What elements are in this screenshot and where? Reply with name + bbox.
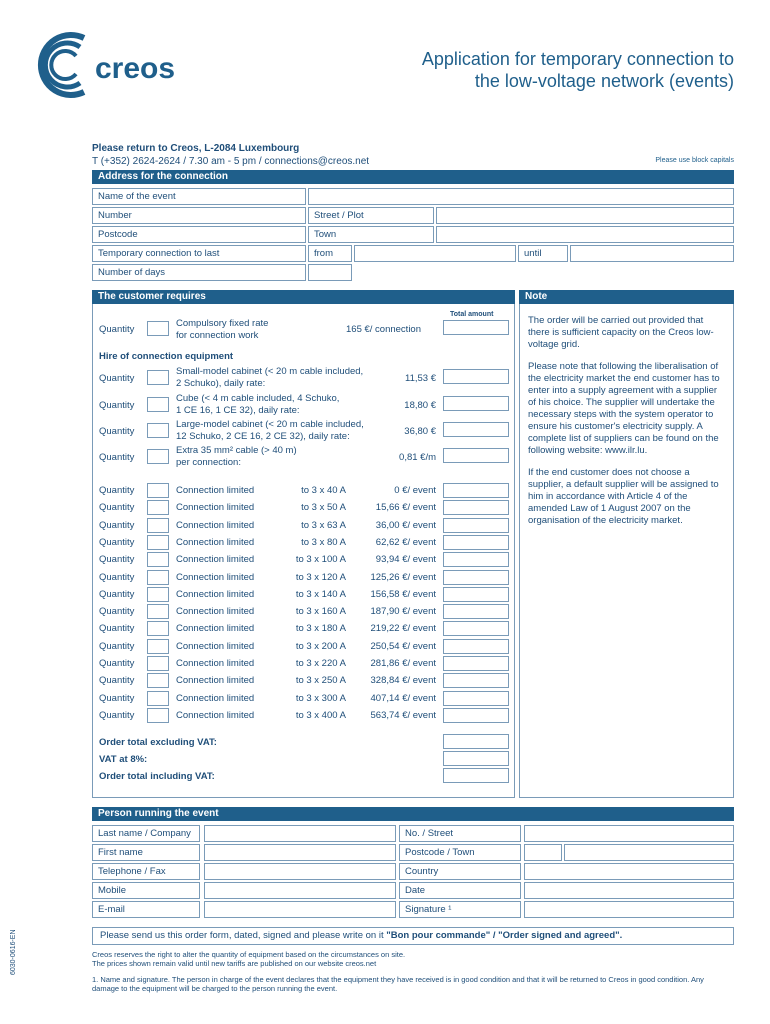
- connection-total-input[interactable]: [443, 639, 509, 654]
- street-label: Street / Plot: [308, 207, 434, 224]
- connection-size: to 3 x 400 A: [295, 709, 346, 721]
- no-street-label: No. / Street: [399, 825, 521, 842]
- connection-size: to 3 x 80 A: [301, 536, 346, 548]
- connection-total-input[interactable]: [443, 570, 509, 585]
- connection-quantity-input[interactable]: [147, 483, 169, 498]
- address-header: Address for the connection: [92, 170, 734, 184]
- telephone-input[interactable]: [204, 863, 396, 880]
- hire-item-line2: 2 Schuko), daily rate:: [176, 378, 266, 389]
- connection-label: Connection limited: [176, 502, 255, 514]
- connection-size: to 3 x 40 A: [301, 485, 346, 496]
- connection-size: to 3 x 300 A: [295, 692, 346, 704]
- connection-quantity-input[interactable]: [147, 639, 169, 654]
- fixed-quantity-input[interactable]: [147, 321, 169, 336]
- hire-quantity-input[interactable]: [147, 423, 169, 438]
- town-input[interactable]: [436, 226, 734, 243]
- connection-quantity-input[interactable]: [147, 691, 169, 706]
- customer-header: The customer requires: [92, 290, 515, 304]
- country-input[interactable]: [524, 863, 734, 880]
- connection-size: to 3 x 100 A: [295, 554, 346, 566]
- connection-quantity-input[interactable]: [147, 708, 169, 723]
- brand-name: creos: [95, 52, 176, 85]
- last-name-label: Last name / Company: [92, 825, 200, 842]
- fixed-total-input[interactable]: [443, 320, 509, 335]
- email-input[interactable]: [204, 901, 396, 918]
- connection-price: 156,58 €/ event: [370, 588, 436, 600]
- connection-size: to 3 x 250 A: [295, 675, 346, 687]
- hire-item-line1: Extra 35 mm² cable (> 40 m): [176, 445, 297, 456]
- hire-header: Hire of connection equipment: [99, 351, 234, 362]
- connection-label: Connection limited: [176, 606, 255, 618]
- connection-price: 563,74 €/ event: [370, 709, 436, 721]
- connection-total-input[interactable]: [443, 518, 509, 533]
- mobile-input[interactable]: [204, 882, 396, 899]
- connection-total-input[interactable]: [443, 656, 509, 671]
- last-name-input[interactable]: [204, 825, 396, 842]
- connection-label: Connection limited: [176, 571, 255, 583]
- hire-item-line2: per connection:: [176, 457, 241, 468]
- hire-quantity-input[interactable]: [147, 449, 169, 464]
- until-label: until: [518, 245, 568, 262]
- date-label: Date: [399, 882, 521, 899]
- connection-total-input[interactable]: [443, 483, 509, 498]
- hire-quantity-input[interactable]: [147, 397, 169, 412]
- connection-price: 281,86 €/ event: [370, 658, 436, 669]
- connection-quantity-label: Quantity: [99, 606, 135, 618]
- hire-item-price: 0,81 €/m: [399, 452, 436, 463]
- hire-item-line1: Small-model cabinet (< 20 m cable included,: [176, 366, 364, 377]
- connection-quantity-label: Quantity: [99, 536, 135, 548]
- total-amount-label: Total amount: [450, 311, 494, 318]
- total-incl-label: Order total including VAT:: [99, 771, 215, 782]
- note-text: [528, 315, 724, 537]
- block-capitals-note: Please use block capitals: [655, 157, 734, 164]
- connection-price: 407,14 €/ event: [370, 692, 436, 704]
- hire-item-line2: 1 CE 16, 1 CE 32), daily rate:: [176, 405, 300, 416]
- hire-quantity-label: Quantity: [99, 400, 135, 411]
- connection-label: Connection limited: [176, 519, 255, 531]
- connection-total-input[interactable]: [443, 552, 509, 567]
- days-label: Number of days: [92, 264, 306, 281]
- connection-quantity-input[interactable]: [147, 587, 169, 602]
- vat-input[interactable]: [443, 751, 509, 766]
- connection-size: to 3 x 180 A: [295, 623, 346, 635]
- return-address: Please return to Creos, L-2084 Luxembourg: [92, 143, 300, 154]
- connection-total-input[interactable]: [443, 587, 509, 602]
- connection-price: 125,26 €/ event: [370, 571, 436, 583]
- connection-label: Connection limited: [176, 623, 255, 635]
- hire-item-price: 11,53 €: [405, 373, 436, 384]
- connection-label: Connection limited: [176, 485, 255, 496]
- connection-size: to 3 x 50 A: [301, 502, 346, 514]
- connection-quantity-input[interactable]: [147, 621, 169, 636]
- note-header: Note: [519, 290, 734, 304]
- note-paragraph-2: Please note that following the liberalisation of the electricity market the end customer has to enter into a supply agreement with a supplier of his choice. The supplier will undertake the necessary steps with the system operator to ensure his customer's electricity supply. A complete list of suppliers can be found on the following website: www.ilr.lu.: [528, 361, 720, 456]
- connection-quantity-input[interactable]: [147, 500, 169, 515]
- total-excl-input[interactable]: [443, 734, 509, 749]
- connection-quantity-input[interactable]: [147, 673, 169, 688]
- connection-quantity-label: Quantity: [99, 623, 135, 635]
- connection-label: Connection limited: [176, 640, 255, 652]
- signature-input[interactable]: [524, 901, 734, 918]
- hire-item-price: 36,80 €: [404, 426, 436, 437]
- connection-quantity-input[interactable]: [147, 552, 169, 567]
- connection-label: Connection limited: [176, 588, 255, 600]
- mobile-label: Mobile: [92, 882, 200, 899]
- quantity-label: Quantity: [99, 324, 135, 335]
- from-label: from: [308, 245, 352, 262]
- connection-price: 187,90 €/ event: [370, 606, 436, 618]
- connection-total-input[interactable]: [443, 621, 509, 636]
- fixed-rate-line1: Compulsory fixed rate: [176, 318, 269, 329]
- connection-quantity-input[interactable]: [147, 518, 169, 533]
- person-postcode-input[interactable]: [524, 844, 562, 861]
- connection-quantity-label: Quantity: [99, 485, 135, 496]
- connection-quantity-label: Quantity: [99, 709, 135, 721]
- connection-total-input[interactable]: [443, 673, 509, 688]
- connection-quantity-label: Quantity: [99, 571, 135, 583]
- connection-total-input[interactable]: [443, 604, 509, 619]
- connection-quantity-label: Quantity: [99, 519, 135, 531]
- connection-label: Connection limited: [176, 536, 255, 548]
- postcode-label: Postcode: [92, 226, 306, 243]
- page-title: Application for temporary connection to the low-voltage network (events): [421, 49, 734, 91]
- date-input[interactable]: [524, 882, 734, 899]
- total-excl-label: Order total excluding VAT:: [99, 737, 217, 748]
- telephone-label: Telephone / Fax: [92, 863, 200, 880]
- connection-price: 328,84 €/ event: [370, 675, 436, 687]
- connection-price: 62,62 €/ event: [375, 536, 436, 548]
- connection-quantity-input[interactable]: [147, 535, 169, 550]
- note-paragraph-1: The order will be carried out provided that there is sufficient capacity on the Creos low-voltage grid.: [528, 315, 714, 350]
- hire-total-input[interactable]: [443, 448, 509, 463]
- until-date-input[interactable]: [570, 245, 734, 262]
- connection-total-input[interactable]: [443, 535, 509, 550]
- connection-price: 250,54 €/ event: [370, 640, 436, 652]
- connection-quantity-input[interactable]: [147, 570, 169, 585]
- connection-label: Connection limited: [176, 554, 255, 566]
- connection-quantity-label: Quantity: [99, 658, 135, 669]
- connection-quantity-input[interactable]: [147, 604, 169, 619]
- connection-quantity-label: Quantity: [99, 692, 135, 704]
- street-input[interactable]: [436, 207, 734, 224]
- vat-label: VAT at 8%:: [99, 754, 148, 765]
- hire-total-input[interactable]: [443, 369, 509, 384]
- country-label: Country: [399, 863, 521, 880]
- connection-size: to 3 x 160 A: [295, 606, 346, 618]
- connection-price: 93,94 €/ event: [375, 554, 436, 566]
- hire-quantity-input[interactable]: [147, 370, 169, 385]
- connection-size: to 3 x 63 A: [301, 519, 346, 531]
- hire-item-line2: 12 Schuko, 2 CE 16, 2 CE 32), daily rate:: [176, 431, 350, 442]
- person-town-input[interactable]: [564, 844, 734, 861]
- connection-quantity-label: Quantity: [99, 640, 135, 652]
- connection-price: 219,22 €/ event: [370, 623, 436, 635]
- note-paragraph-3: If the end customer does not choose a supplier, a default supplier will be assigned to him in accordance with Article 4 of the amended Law of 1 August 2007 on the organisation of the electricity market.: [528, 467, 719, 526]
- connection-total-input[interactable]: [443, 500, 509, 515]
- event-name-label: Name of the event: [92, 188, 306, 205]
- hire-item-price: 18,80 €: [404, 400, 436, 411]
- email-label: E-mail: [92, 901, 200, 918]
- no-street-input[interactable]: [524, 825, 734, 842]
- connection-size: to 3 x 200 A: [295, 640, 346, 652]
- connection-label: Connection limited: [176, 692, 255, 704]
- total-incl-input[interactable]: [443, 768, 509, 783]
- send-instruction: Please send us this order form, dated, signed and please write on it "Bon pour commande" / "Order signed and agreed".: [92, 927, 734, 945]
- temporary-label: Temporary connection to last: [92, 245, 306, 262]
- from-date-input[interactable]: [354, 245, 516, 262]
- connection-size: to 3 x 220 A: [295, 658, 346, 669]
- hire-item-line1: Cube (< 4 m cable included, 4 Schuko,: [176, 393, 340, 404]
- town-label: Town: [308, 226, 434, 243]
- hire-total-input[interactable]: [443, 396, 509, 411]
- form-code: 6030-0616-EN: [10, 929, 17, 975]
- connection-label: Connection limited: [176, 675, 255, 687]
- days-input[interactable]: [308, 264, 352, 281]
- connection-quantity-input[interactable]: [147, 656, 169, 671]
- hire-quantity-label: Quantity: [99, 426, 135, 437]
- event-name-input[interactable]: [308, 188, 734, 205]
- connection-size: to 3 x 120 A: [295, 571, 346, 583]
- connection-quantity-label: Quantity: [99, 675, 135, 687]
- hire-quantity-label: Quantity: [99, 373, 135, 384]
- connection-quantity-label: Quantity: [99, 554, 135, 566]
- connection-total-input[interactable]: [443, 708, 509, 723]
- footnote: 1. Name and signature. The person in charge of the event declares that the equipment they have received is in good condition and that it will be returned to Creos in good condition. Any damage to the equipment will be charged to the person running the event.: [92, 975, 704, 993]
- number-label: Number: [92, 207, 306, 224]
- footer-line-2: The prices shown remain valid until new tariffs are published on our website creos.net: [92, 959, 377, 968]
- connection-price: 15,66 €/ event: [375, 502, 436, 514]
- first-name-input[interactable]: [204, 844, 396, 861]
- connection-quantity-label: Quantity: [99, 502, 135, 514]
- connection-quantity-label: Quantity: [99, 588, 135, 600]
- footer-line-1: Creos reserves the right to alter the quantity of equipment based on the circumstances on site.: [92, 950, 406, 959]
- connection-size: to 3 x 140 A: [295, 588, 346, 600]
- fixed-rate-line2: for connection work: [176, 330, 259, 341]
- connection-label: Connection limited: [176, 658, 255, 669]
- signature-label: Signature ¹: [399, 901, 521, 918]
- connection-price: 36,00 €/ event: [375, 519, 436, 531]
- postcode-town-label: Postcode / Town: [399, 844, 521, 861]
- hire-item-line1: Large-model cabinet (< 20 m cable included,: [176, 419, 364, 430]
- first-name-label: First name: [92, 844, 200, 861]
- hire-total-input[interactable]: [443, 422, 509, 437]
- hire-quantity-label: Quantity: [99, 452, 135, 463]
- fixed-rate-price: 165 €/ connection: [346, 324, 422, 335]
- person-header: Person running the event: [92, 807, 734, 821]
- connection-price: 0 €/ event: [394, 485, 436, 496]
- contact-info: T (+352) 2624-2624 / 7.30 am - 5 pm / connections@creos.net: [92, 156, 370, 167]
- connection-label: Connection limited: [176, 709, 255, 721]
- connection-total-input[interactable]: [443, 691, 509, 706]
